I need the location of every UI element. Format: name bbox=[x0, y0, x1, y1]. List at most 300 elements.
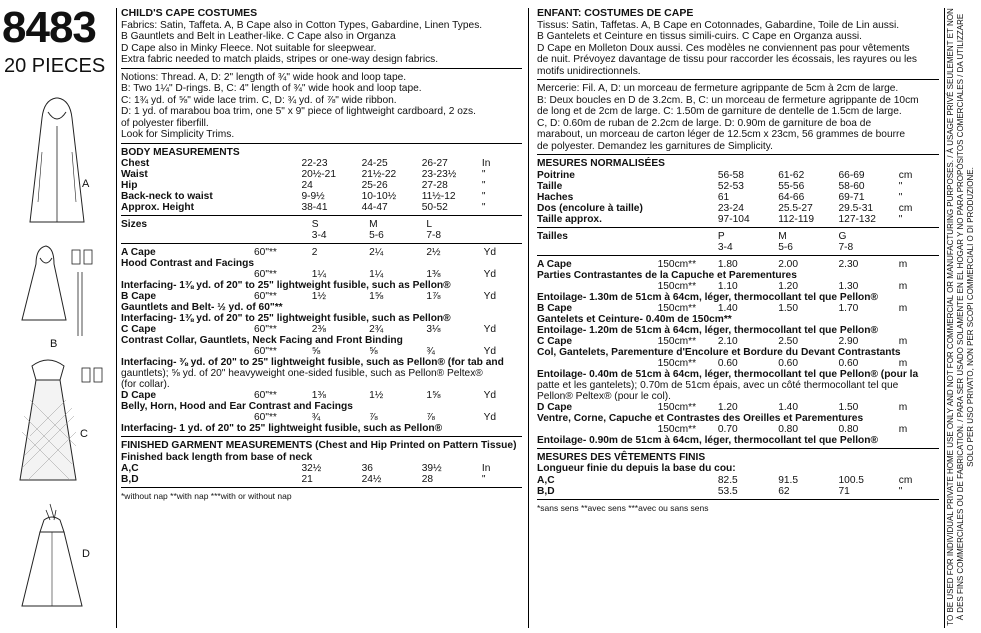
yardage-row bbox=[537, 369, 939, 380]
row-label: A,C bbox=[121, 463, 139, 474]
figure-c-label: C bbox=[80, 428, 88, 440]
notions-line: Look for Simplicity Trims. bbox=[121, 129, 235, 140]
size-cell bbox=[778, 231, 838, 253]
fabrics-line: Extra fabric needed to match plaids, stripes or one-way design fabrics. bbox=[121, 54, 439, 65]
yardage-value: 1⅝ bbox=[369, 291, 384, 302]
yardage-value: 1.50 bbox=[838, 401, 859, 413]
yardage-row bbox=[121, 280, 522, 291]
cell-value: 25.5-27 bbox=[778, 202, 813, 214]
table-row bbox=[537, 192, 939, 203]
size-letter: S bbox=[311, 219, 319, 230]
divider bbox=[121, 143, 522, 144]
row-label: Dos (encolure à taille) bbox=[537, 202, 643, 214]
view-label bbox=[537, 424, 658, 435]
fabric-width: 60"** bbox=[254, 247, 277, 258]
yardage-value: 1.80 bbox=[717, 258, 738, 270]
row-label: Waist bbox=[121, 169, 148, 180]
size-cell bbox=[312, 219, 369, 241]
cell-value: 112-119 bbox=[778, 213, 815, 225]
finished-table bbox=[121, 463, 522, 485]
english-column bbox=[121, 8, 522, 503]
cell-value: 53.5 bbox=[717, 485, 738, 497]
divider bbox=[121, 68, 522, 69]
cell-value: 71 bbox=[838, 485, 850, 497]
fabric-width: 150cm** bbox=[657, 335, 697, 347]
table-row bbox=[121, 202, 522, 213]
cell-value: 61 bbox=[717, 191, 730, 203]
cell-value: 22-23 bbox=[301, 158, 328, 169]
cell-value: 10-10½ bbox=[361, 191, 397, 202]
cell-value: 27-28 bbox=[421, 180, 448, 191]
yardage-value: 1.10 bbox=[717, 280, 738, 292]
cell-value: 66-69 bbox=[838, 169, 865, 181]
table-row bbox=[121, 169, 522, 180]
yardage-unit: Yd bbox=[483, 247, 497, 258]
size-range: 3-4 bbox=[717, 241, 733, 253]
notions-line: Notions: Thread. A, D: 2" length of ¾" wide hook and loop tape. bbox=[121, 71, 407, 83]
divider bbox=[537, 448, 939, 449]
size-letter: P bbox=[717, 230, 725, 242]
cell-value: 100.5 bbox=[838, 474, 864, 486]
finished-title: MESURES DES VÊTEMENTS FINIS bbox=[537, 451, 706, 463]
fabrics-line: Tissus: Satin, Taffetas. A, B Cape en Cotonnades, Gabardine, Toile de Lin aussi. bbox=[537, 19, 900, 31]
fabric-width: 150cm** bbox=[657, 280, 697, 292]
table-row bbox=[537, 181, 939, 192]
cell-unit: " bbox=[481, 169, 486, 180]
finished-subtitle: Longueur finie du depuis la base du cou: bbox=[537, 463, 736, 474]
row-label: Approx. Height bbox=[121, 202, 195, 213]
yardage-row bbox=[121, 346, 522, 357]
table-row bbox=[121, 180, 522, 191]
section-title: ENFANT: COSTUMES DE CAPE bbox=[537, 7, 694, 19]
yardage-row bbox=[537, 336, 939, 347]
table-row bbox=[121, 474, 522, 485]
cell-value: 23-24 bbox=[717, 202, 744, 214]
yardage-value: ¾ bbox=[426, 346, 435, 357]
fabric-width: 60"** bbox=[254, 412, 277, 423]
cell-unit: " bbox=[898, 191, 903, 203]
cell-value: 69-71 bbox=[838, 191, 865, 203]
divider bbox=[121, 436, 522, 437]
pieces-count: 20 PIECES bbox=[4, 55, 106, 77]
size-cell bbox=[838, 231, 898, 253]
size-cell bbox=[369, 219, 426, 241]
cell-value: 50-52 bbox=[421, 202, 448, 213]
yardage-value: 1½ bbox=[311, 291, 326, 302]
yardage-text: Entoilage- 0.40m de 51cm à 64cm, léger, thermocollant tel que Pellon® (pour la bbox=[537, 368, 919, 380]
yardage-value: 1⅞ bbox=[426, 291, 441, 302]
yardage-value: ⅝ bbox=[369, 346, 378, 357]
yardage-row bbox=[121, 247, 522, 258]
body-measurements-title: MESURES NORMALISÉES bbox=[537, 158, 665, 169]
column-divider-right bbox=[944, 8, 945, 628]
view-label bbox=[121, 346, 254, 357]
yardage-text: Interfacing- ⅜ yd. of 20" to 25" lightweight fusible, such as Pellon® (for tab and bbox=[121, 357, 504, 368]
section-title: CHILD'S CAPE COSTUMES bbox=[121, 7, 258, 19]
yardage-table bbox=[121, 219, 522, 434]
row-label: Back-neck to waist bbox=[121, 191, 213, 202]
yardage-value: 1¼ bbox=[369, 269, 384, 280]
yardage-row bbox=[121, 379, 522, 390]
yardage-row bbox=[121, 269, 522, 280]
cell-value: 38-41 bbox=[301, 202, 328, 213]
cell-value: 52-53 bbox=[717, 180, 744, 192]
yardage-value: 1.40 bbox=[778, 401, 799, 413]
yardage-row bbox=[537, 292, 939, 303]
row-label: Poitrine bbox=[537, 169, 575, 181]
yardage-unit: m bbox=[898, 335, 908, 347]
table-row bbox=[537, 486, 939, 497]
size-letter: M bbox=[778, 230, 787, 242]
figure-c-cape-drawing bbox=[10, 356, 110, 486]
yardage-unit: m bbox=[898, 423, 908, 435]
yardage-value: 3⅛ bbox=[426, 324, 441, 335]
yardage-row bbox=[121, 423, 522, 434]
size-range: 3-4 bbox=[311, 230, 327, 241]
fabric-width: 150cm** bbox=[657, 258, 697, 270]
row-label: Taille approx. bbox=[537, 213, 602, 225]
figure-a-label: A bbox=[82, 178, 90, 190]
cell-value: 61-62 bbox=[778, 169, 805, 181]
size-cell bbox=[426, 219, 483, 241]
sizes-label: Tailles bbox=[537, 230, 568, 242]
cell-value: 58-60 bbox=[838, 180, 865, 192]
notions-line: C, D: 0.60m de ruban de 2.2cm de large. D: 0.90m de garniture de boa de bbox=[537, 117, 872, 129]
fabric-width: 150cm** bbox=[657, 401, 697, 413]
fabrics-line: B Gauntlets and Belt in Leather-like. C Cape also in Organza bbox=[121, 31, 396, 42]
size-letter: M bbox=[369, 219, 378, 230]
row-label: Hip bbox=[121, 180, 138, 191]
yardage-value: 1.20 bbox=[717, 401, 738, 413]
divider bbox=[537, 499, 939, 500]
table-row bbox=[537, 214, 939, 225]
yardage-row bbox=[537, 424, 939, 435]
notions-line: de long et de 2cm de large. C: 1.50m de garniture de dentelle de 1.5cm de large. bbox=[537, 106, 902, 117]
yardage-text: Entoilage- 1.30m de 51cm à 64cm, léger, thermocollant tel que Pellon® bbox=[537, 291, 878, 303]
yardage-text: Entoilage- 0.90m de 51cm à 64cm, léger, thermocollant tel que Pellon® bbox=[537, 434, 878, 446]
yardage-row bbox=[537, 380, 939, 391]
sizes-label: Sizes bbox=[121, 219, 148, 230]
yardage-text: Entoilage- 1.20m de 51cm à 64cm, léger, thermocollant tel que Pellon® bbox=[537, 324, 878, 336]
yardage-row bbox=[537, 303, 939, 314]
cell-value: 24 bbox=[301, 180, 313, 191]
size-letter: G bbox=[838, 230, 847, 242]
view-label: Hood Contrast and Facings bbox=[121, 258, 255, 269]
notions-line: of polyester fiberfill. bbox=[121, 117, 209, 129]
yardage-text: Gauntlets and Belt- ½ yd. of 60"** bbox=[121, 302, 283, 313]
yardage-row bbox=[121, 324, 522, 335]
cell-unit: In bbox=[481, 463, 491, 474]
cell-unit: cm bbox=[898, 202, 913, 214]
fabrics-line: B Gantelets et Ceinture en tissus simili-cuirs. C Cape en Organza aussi. bbox=[537, 31, 863, 42]
cell-value: 20½-21 bbox=[301, 169, 337, 180]
yardage-row bbox=[121, 313, 522, 324]
yardage-text: Parties Contrastantes de la Capuche et Parementures bbox=[537, 269, 797, 281]
yardage-row bbox=[121, 335, 522, 346]
yardage-row bbox=[537, 413, 939, 424]
pattern-number: 8483 bbox=[2, 3, 96, 52]
cell-value: 127-132 bbox=[838, 213, 876, 225]
view-label: C Cape bbox=[121, 324, 157, 335]
yardage-unit: m bbox=[898, 401, 908, 413]
yardage-text: Gantelets et Ceinture- 0.40m de 150cm** bbox=[537, 313, 732, 325]
view-label bbox=[537, 358, 658, 369]
yardage-value: 1½ bbox=[369, 390, 384, 401]
yardage-row bbox=[537, 259, 939, 270]
yardage-row bbox=[537, 402, 939, 413]
cell-value: 24-25 bbox=[361, 158, 388, 169]
yardage-value: 1⅜ bbox=[311, 390, 326, 401]
size-range: 5-6 bbox=[778, 241, 793, 253]
cell-value: 21½-22 bbox=[361, 169, 397, 180]
yardage-unit: Yd bbox=[483, 324, 497, 335]
cell-value: 11½-12 bbox=[421, 191, 456, 202]
size-range: 7-8 bbox=[838, 241, 854, 253]
cell-value: 56-58 bbox=[717, 169, 744, 181]
row-label: B,D bbox=[121, 474, 139, 485]
body-measurements-table bbox=[121, 158, 522, 213]
yardage-value: 2½ bbox=[426, 247, 441, 258]
view-label: A Cape bbox=[537, 258, 572, 270]
cell-value: 24½ bbox=[361, 474, 382, 485]
row-label: Haches bbox=[537, 191, 574, 203]
cell-unit: cm bbox=[898, 169, 913, 181]
yardage-value: 0.70 bbox=[717, 423, 738, 435]
row-label: Chest bbox=[121, 158, 150, 169]
yardage-text: patte et les gantelets); 0.70m de 51cm épais, avec un côté thermocollant tel que bbox=[537, 379, 899, 391]
divider bbox=[121, 215, 522, 216]
yardage-text: Ventre, Corne, Capuche et Contrastes des Oreilles et Parementures bbox=[537, 412, 864, 424]
table-row bbox=[121, 463, 522, 474]
yardage-unit: Yd bbox=[483, 390, 497, 401]
fabric-width: 60"** bbox=[254, 324, 277, 335]
cell-value: 29.5-31 bbox=[838, 202, 874, 214]
table-row bbox=[121, 191, 522, 202]
yardage-value: 0.60 bbox=[838, 357, 859, 369]
yardage-value: 2⅜ bbox=[311, 324, 326, 335]
fabrics-line: D Cape also in Minky Fleece. Not suitable for sleepwear. bbox=[121, 42, 377, 54]
cell-value: 32½ bbox=[301, 463, 322, 474]
cell-unit: " bbox=[481, 191, 486, 202]
yardage-row bbox=[537, 270, 939, 281]
divider bbox=[537, 154, 939, 155]
yardage-table bbox=[537, 231, 939, 446]
figure-a-cape-drawing bbox=[18, 92, 98, 232]
view-label: A Cape bbox=[121, 247, 156, 258]
yardage-unit bbox=[484, 258, 522, 269]
notions-line: B: Two 1¼" D-rings. B, C: 4" length of ¾" wide hook and loop tape. bbox=[121, 83, 422, 94]
row-label: A,C bbox=[537, 474, 555, 486]
yardage-row bbox=[121, 291, 522, 302]
size-range: 7-8 bbox=[426, 230, 442, 241]
yardage-value: ⅝ bbox=[311, 346, 321, 357]
cell-unit: In bbox=[481, 158, 491, 169]
yardage-unit: Yd bbox=[483, 291, 497, 302]
cell-value: 26-27 bbox=[421, 158, 448, 169]
yardage-row bbox=[537, 347, 939, 358]
yardage-row bbox=[537, 391, 939, 402]
yardage-text: gauntlets); ⅝ yd. of 20" heavyweight one-sided fusible, such as Pellon® Peltex® bbox=[121, 368, 483, 379]
yardage-value: ⅞ bbox=[369, 412, 378, 423]
yardage-text: Contrast Collar, Gauntlets, Neck Facing and Front Binding bbox=[121, 335, 403, 346]
view-label bbox=[537, 281, 658, 292]
yardage-value bbox=[369, 258, 426, 269]
yardage-value: ¾ bbox=[311, 412, 321, 423]
figure-b-cape-drawing bbox=[14, 240, 104, 340]
yardage-value: 2.50 bbox=[778, 335, 799, 347]
view-label: D Cape bbox=[121, 390, 157, 401]
column-divider-left bbox=[116, 8, 117, 628]
size-cell bbox=[718, 231, 778, 253]
cell-value: 21 bbox=[301, 474, 313, 485]
cell-value: 97-104 bbox=[717, 213, 750, 225]
yardage-row bbox=[121, 412, 522, 423]
yardage-row bbox=[121, 258, 522, 269]
column-divider-middle bbox=[528, 8, 529, 628]
yardage-value: 2.30 bbox=[838, 258, 859, 270]
yardage-row bbox=[121, 357, 522, 368]
yardage-value: 1.50 bbox=[778, 302, 799, 314]
fabrics-line: D Cape en Molleton Doux aussi. Ces modèles ne conviennent pas pour vêtements bbox=[537, 42, 910, 54]
sizes-row bbox=[121, 219, 522, 241]
table-row bbox=[121, 158, 522, 169]
yardage-value: 2¼ bbox=[369, 247, 384, 258]
notions-line: C: 1¾ yd. of ⅝" wide lace trim. C, D: ¾ yd. of ⅞" wide ribbon. bbox=[121, 94, 397, 106]
finished-subtitle: Finished back length from base of neck bbox=[121, 451, 313, 463]
footnote: *sans sens **avec sens ***avec ou sans sens bbox=[537, 502, 709, 513]
cell-value: 82.5 bbox=[717, 474, 738, 486]
yardage-value: 2 bbox=[311, 247, 318, 258]
fabric-width: 60"** bbox=[254, 346, 277, 357]
divider bbox=[121, 243, 522, 244]
divider bbox=[537, 79, 939, 80]
fabric-width: 60"** bbox=[254, 291, 277, 302]
yardage-unit: m bbox=[898, 302, 908, 314]
figure-b-label: B bbox=[50, 338, 58, 350]
yardage-value: 1⅝ bbox=[426, 390, 441, 401]
cell-value: 55-56 bbox=[778, 180, 805, 192]
yardage-value: 0.60 bbox=[778, 357, 799, 369]
sizes-row bbox=[537, 231, 939, 253]
fabrics-line: Fabrics: Satin, Taffeta. A, B Cape also in Cotton Types, Gabardine, Linen Types. bbox=[121, 19, 483, 31]
yardage-value: 2.90 bbox=[838, 335, 859, 347]
finished-table bbox=[537, 475, 939, 497]
yardage-row bbox=[537, 358, 939, 369]
notions-line: D: 1 yd. of marabou boa trim, one 5" x 9" piece of lightweight cardboard, 2 ozs. bbox=[121, 106, 476, 117]
yardage-text: Interfacing- 1⅜ yd. of 20" to 25" lightweight fusible, such as Pellon® bbox=[121, 280, 451, 291]
yardage-value bbox=[312, 258, 369, 269]
finished-title: FINISHED GARMENT MEASUREMENTS (Chest and Hip Printed on Pattern Tissue) bbox=[121, 440, 517, 451]
cell-unit: " bbox=[481, 474, 486, 485]
yardage-text: Interfacing- 1⅜ yd. of 20" to 25" lightweight fusible, such as Pellon® bbox=[121, 313, 451, 324]
yardage-row bbox=[537, 435, 939, 446]
yardage-row bbox=[121, 390, 522, 401]
yardage-unit: m bbox=[898, 258, 908, 270]
yardage-value: ⅞ bbox=[426, 412, 435, 423]
figure-d-label: D bbox=[82, 548, 90, 560]
yardage-value bbox=[426, 258, 483, 269]
yardage-row bbox=[537, 325, 939, 336]
cell-value: 9-9½ bbox=[301, 191, 325, 202]
fabric-width: 150cm** bbox=[657, 423, 697, 435]
cell-value: 64-66 bbox=[778, 191, 805, 203]
divider bbox=[537, 255, 939, 256]
yardage-value: 2.00 bbox=[778, 258, 799, 270]
cell-unit: " bbox=[898, 213, 903, 225]
view-label: D Cape bbox=[537, 401, 573, 413]
cell-unit: cm bbox=[898, 474, 913, 486]
yardage-row bbox=[121, 368, 522, 379]
yardage-value: 2¾ bbox=[369, 324, 384, 335]
yardage-value: 1.30 bbox=[838, 280, 859, 292]
yardage-unit: Yd bbox=[483, 346, 497, 357]
cell-value: 25-26 bbox=[361, 180, 388, 191]
notions-line: marabout, un morceau de carton léger de 12.5cm x 23cm, 56 grammes de bourre bbox=[537, 129, 906, 140]
body-measurements-table bbox=[537, 170, 939, 225]
row-label: B,D bbox=[537, 485, 555, 497]
yardage-unit: Yd bbox=[483, 412, 497, 423]
yardage-row bbox=[537, 314, 939, 325]
table-row bbox=[537, 170, 939, 181]
yardage-text: (for collar). bbox=[121, 379, 170, 390]
yardage-row bbox=[121, 302, 522, 313]
cell-value: 23-23½ bbox=[421, 169, 457, 180]
view-label: B Cape bbox=[121, 291, 157, 302]
row-label: Taille bbox=[537, 180, 563, 192]
cell-value: 36 bbox=[361, 463, 373, 474]
view-label bbox=[121, 269, 254, 280]
notions-line: Mercerie: Fil. A, D: un morceau de fermeture agrippante de 5cm à 2cm de large. bbox=[537, 83, 899, 94]
legal-notice: TO BE USED FOR INDIVIDUAL PRIVATE HOME USE ONLY AND NOT FOR COMMERCIAL OR MANUFACTURING PURPOSES. / À USAGE PRIVÉ SEULEMENT ET NON À DES FINS COMMERCIALES OU DE FABRICATION. / PARA SER USADO SOLAMENTE EN EL HOGAR Y NO PARA PROPÓSITOS COMERCIALES / DA UTILIZZARE SOLO PER USO PRIVATO, NON PER SCOPI COMMERCIALI O DI PRODUZIONE. bbox=[946, 7, 975, 626]
cell-unit: " bbox=[481, 202, 486, 213]
fabrics-line: motifs unidirectionnels. bbox=[537, 65, 641, 77]
notions-line: B: Deux boucles en D de 3.2cm. B, C: un morceau de fermeture agrippante de 10cm bbox=[537, 94, 919, 106]
cell-value: 91.5 bbox=[778, 474, 799, 486]
footnote: *without nap **with nap ***with or without nap bbox=[121, 491, 292, 501]
divider bbox=[537, 227, 939, 228]
view-label bbox=[121, 412, 254, 423]
yardage-unit: m bbox=[898, 357, 908, 369]
cell-value: 44-47 bbox=[361, 202, 388, 213]
yardage-row bbox=[121, 401, 522, 412]
table-row bbox=[537, 203, 939, 214]
cell-unit: " bbox=[898, 180, 903, 192]
yardage-unit: Yd bbox=[483, 269, 497, 280]
cell-value: 28 bbox=[421, 474, 434, 485]
yardage-value: 2.10 bbox=[717, 335, 738, 347]
yardage-value: 1.40 bbox=[717, 302, 738, 314]
fabric-width: 60"** bbox=[254, 269, 277, 280]
yardage-value: 0.80 bbox=[838, 423, 859, 435]
fabrics-line: de nuit. Prévoyez davantage de tissu pour raccorder les écossais, les rayures ou les bbox=[537, 54, 917, 65]
yardage-value: 1.70 bbox=[838, 302, 859, 314]
yardage-row bbox=[537, 281, 939, 292]
cell-unit: " bbox=[898, 485, 903, 497]
cell-value: 39½ bbox=[421, 463, 442, 474]
cell-value: 62 bbox=[778, 485, 790, 497]
size-letter: L bbox=[426, 219, 432, 230]
size-range: 5-6 bbox=[369, 230, 384, 241]
fabric-width: 150cm** bbox=[657, 357, 697, 369]
view-label: B Cape bbox=[537, 302, 573, 314]
yardage-value: 0.80 bbox=[778, 423, 799, 435]
yardage-value: 1⅜ bbox=[426, 269, 441, 280]
notions-line: de polyester. Demandez les garnitures de Simplicity. bbox=[537, 140, 773, 152]
fabric-width: 150cm** bbox=[657, 302, 697, 314]
fabric-width: 60"** bbox=[254, 390, 277, 401]
yardage-value: 1¼ bbox=[311, 269, 326, 280]
yardage-value: 0.60 bbox=[717, 357, 738, 369]
